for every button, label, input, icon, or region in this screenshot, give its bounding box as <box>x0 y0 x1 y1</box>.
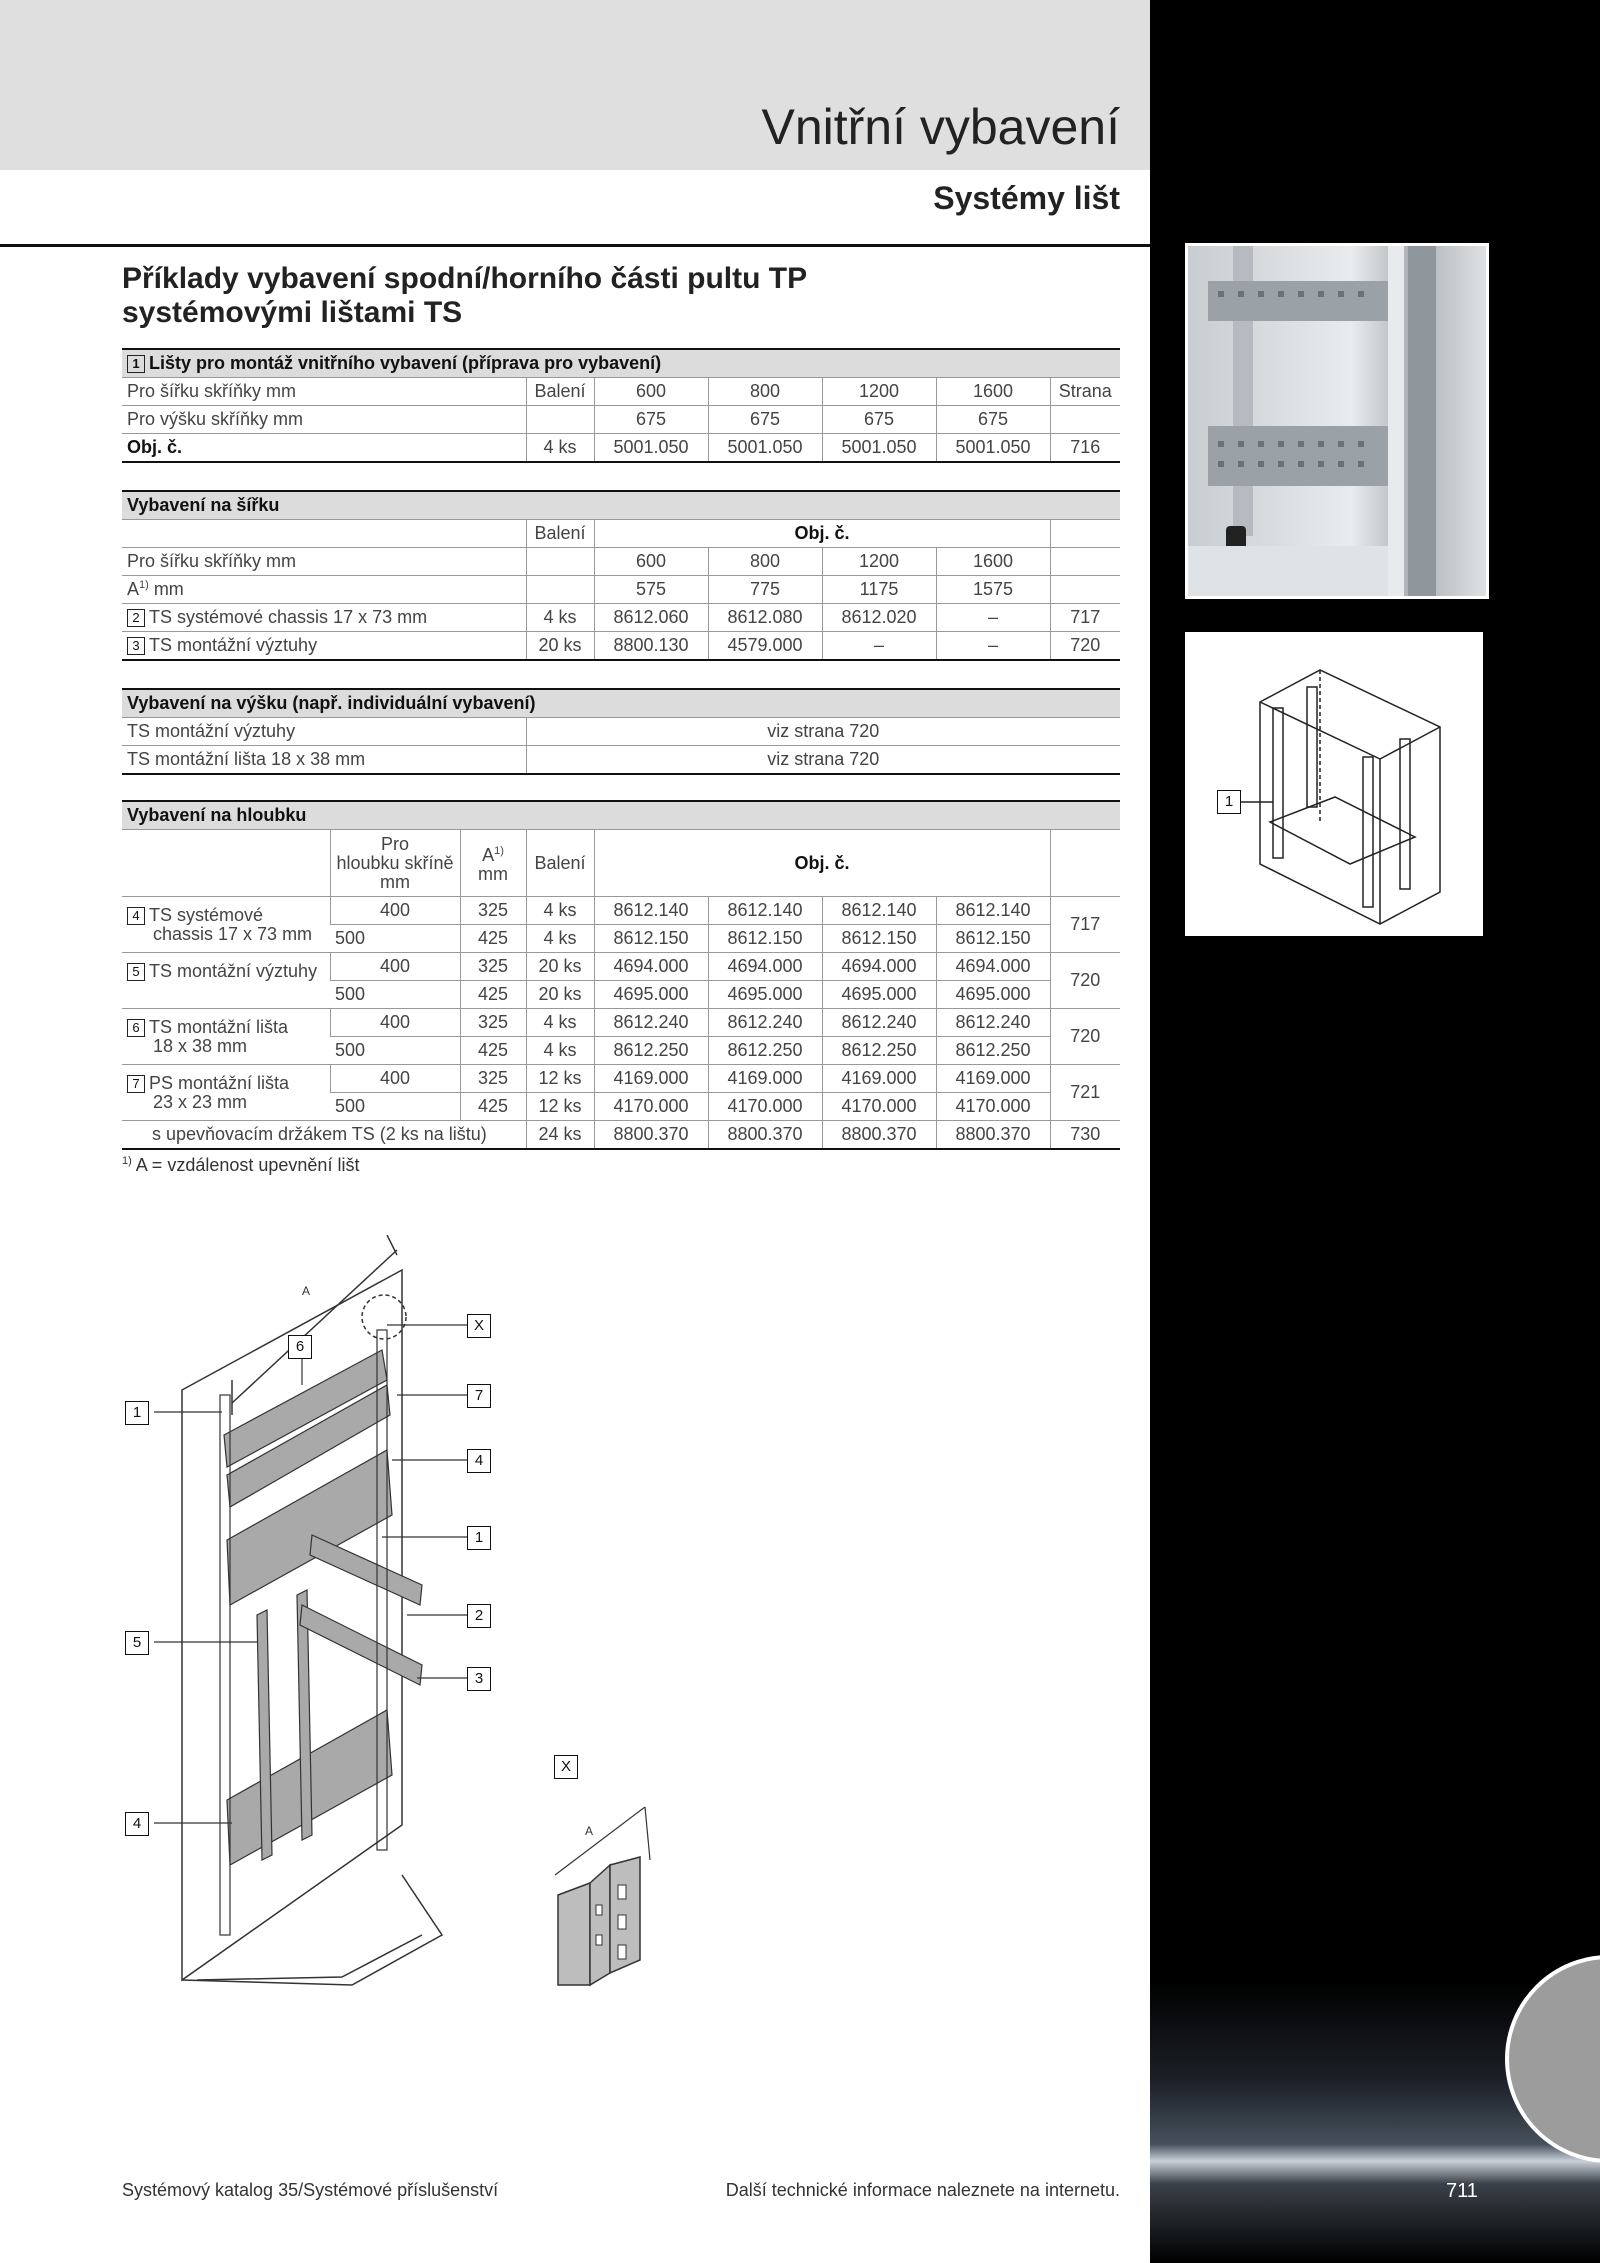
cell <box>1050 548 1120 576</box>
callout-6: 6 <box>288 1335 312 1359</box>
cell: 675 <box>936 406 1050 434</box>
table-row <box>122 406 1120 434</box>
cabinet-line-drawing <box>1185 632 1483 936</box>
callout-1: 1 <box>125 1401 149 1425</box>
row-label: Pro šířku skříňky mm <box>122 378 526 406</box>
cell: 1600 <box>936 548 1050 576</box>
cell: 8800.370 <box>708 1121 822 1150</box>
cell: 8612.240 <box>708 1009 822 1037</box>
table-row <box>122 434 1120 463</box>
cell: 675 <box>708 406 822 434</box>
table-row <box>122 953 1120 981</box>
row-label: 5 TS montážní výztuhy <box>122 953 330 1009</box>
cell: 8612.240 <box>936 1009 1050 1037</box>
row-label: 2 TS systémové chassis 17 x 73 mm <box>122 604 526 632</box>
cell: 8612.150 <box>594 925 708 953</box>
cell: 4694.000 <box>822 953 936 981</box>
cell: 5001.050 <box>594 434 708 463</box>
cell: 8612.150 <box>936 925 1050 953</box>
table-row <box>122 1009 1120 1037</box>
cell: 730 <box>1050 1121 1120 1150</box>
row-label: Pro šířku skříňky mm <box>122 548 526 576</box>
cell: 400 <box>330 1065 460 1093</box>
cell: 720 <box>1050 953 1120 1009</box>
cell <box>1050 520 1120 548</box>
callout-2: 2 <box>467 1604 491 1628</box>
assembly-drawing <box>122 1235 582 2015</box>
assembly-illustration <box>122 1235 582 2015</box>
cell: 4 ks <box>526 434 594 463</box>
table-title: Lišty pro montáž vnitřního vybavení (příprava pro vybavení) <box>149 353 662 373</box>
cell: 425 <box>460 981 526 1009</box>
cell: 4169.000 <box>822 1065 936 1093</box>
cell: 4579.000 <box>708 632 822 661</box>
cell: 500 <box>330 1093 460 1121</box>
cell: 8612.250 <box>822 1037 936 1065</box>
cell: 12 ks <box>526 1093 594 1121</box>
cell <box>122 830 330 897</box>
cell: 8800.370 <box>822 1121 936 1150</box>
cell: Obj. č. <box>594 830 1050 897</box>
cell: 4169.000 <box>594 1065 708 1093</box>
cell: 1200 <box>822 378 936 406</box>
cell: 721 <box>1050 1065 1120 1121</box>
table-row <box>122 604 1120 632</box>
row-label: s upevňovacím držákem TS (2 ks na lištu) <box>122 1121 526 1150</box>
cell: 1600 <box>936 378 1050 406</box>
cell: 8612.140 <box>936 897 1050 925</box>
cell: viz strana 720 <box>526 746 1120 775</box>
cell: 8800.370 <box>594 1121 708 1150</box>
row-label: $A^{1)}$ mm <box>122 576 526 604</box>
cell: Balení <box>526 830 594 897</box>
row-label: Pro výšku skříňky mm <box>122 406 526 434</box>
cell: 400 <box>330 1009 460 1037</box>
callout-1: 1 <box>1217 790 1241 814</box>
cell <box>526 548 594 576</box>
cell: 325 <box>460 897 526 925</box>
cell: $A^{1)}$ mm <box>460 830 526 897</box>
cell <box>1050 576 1120 604</box>
cell: Pro hloubku skříně mm <box>330 830 460 897</box>
cell: 20 ks <box>526 981 594 1009</box>
callout-4: 4 <box>125 1812 149 1836</box>
cell: 4694.000 <box>936 953 1050 981</box>
cell <box>526 576 594 604</box>
table-row <box>122 576 1120 604</box>
cell: 775 <box>708 576 822 604</box>
cell: 8612.140 <box>594 897 708 925</box>
cell <box>1050 406 1120 434</box>
photo-illustration <box>1188 246 1486 596</box>
rail-profile <box>550 1795 670 1995</box>
cell: 1175 <box>822 576 936 604</box>
cell: 4 ks <box>526 604 594 632</box>
cell <box>122 520 526 548</box>
table-depth-equipment <box>122 800 1120 1150</box>
cell: 325 <box>460 953 526 981</box>
cell: 4169.000 <box>708 1065 822 1093</box>
cell: 8612.150 <box>822 925 936 953</box>
cell: 20 ks <box>526 953 594 981</box>
row-label: TS montážní výztuhy <box>122 718 526 746</box>
item-number: 3 <box>127 637 145 655</box>
section-title: Příklady vybavení spodní/horního části pultu TP systémovými lištami TS <box>122 262 807 329</box>
cell: 4 ks <box>526 925 594 953</box>
dim-label-a: A <box>585 1824 594 1838</box>
row-label: Obj. č. <box>122 434 526 463</box>
table-header <box>122 349 1120 378</box>
footer-catalog: Systémový katalog 35/Systémové příslušenství <box>122 2180 499 2200</box>
cell: 8612.250 <box>936 1037 1050 1065</box>
detail-x-drawing <box>550 1795 670 1995</box>
cell: 12 ks <box>526 1065 594 1093</box>
cell: 675 <box>594 406 708 434</box>
cell: 4694.000 <box>708 953 822 981</box>
table-title: Vybavení na hloubku <box>122 801 1120 830</box>
cabinet-drawing <box>1185 632 1483 936</box>
cell: 8612.240 <box>822 1009 936 1037</box>
product-photo <box>1185 243 1489 599</box>
cell: 500 <box>330 925 460 953</box>
cell: 4 ks <box>526 1037 594 1065</box>
cell: 1575 <box>936 576 1050 604</box>
table-row <box>122 378 1120 406</box>
cell: 325 <box>460 1065 526 1093</box>
cell: 600 <box>594 378 708 406</box>
callout-7: 7 <box>467 1384 491 1408</box>
cell: – <box>936 604 1050 632</box>
cell: 500 <box>330 981 460 1009</box>
page-title: Vnitřní vybavení <box>761 99 1120 155</box>
cell: 8612.060 <box>594 604 708 632</box>
cell: 716 <box>1050 434 1120 463</box>
cell: 4170.000 <box>594 1093 708 1121</box>
table-row <box>122 548 1120 576</box>
cell: 8612.140 <box>708 897 822 925</box>
dim-label-a: A <box>302 1284 311 1298</box>
table-title: Vybavení na šířku <box>122 491 1120 520</box>
cell: 4695.000 <box>708 981 822 1009</box>
item-number: 1 <box>127 355 145 373</box>
cell: 20 ks <box>526 632 594 661</box>
callout-3: 3 <box>467 1667 491 1691</box>
page-subtitle: Systémy lišt <box>933 180 1120 216</box>
cell: 8612.020 <box>822 604 936 632</box>
table-mounting-rails <box>122 348 1120 463</box>
cell: 425 <box>460 1037 526 1065</box>
row-label: 6 TS montážní lišta 18 x 38 mm <box>122 1009 330 1065</box>
row-label: 4 TS systémové chassis 17 x 73 mm <box>122 897 330 953</box>
cell: 24 ks <box>526 1121 594 1150</box>
cell: 720 <box>1050 632 1120 661</box>
cell: 4170.000 <box>708 1093 822 1121</box>
cell: 8800.130 <box>594 632 708 661</box>
callout-x: X <box>467 1314 491 1338</box>
cell: – <box>822 632 936 661</box>
table-row <box>122 1065 1120 1093</box>
table-row <box>122 718 1120 746</box>
cell: 4695.000 <box>594 981 708 1009</box>
callout-x-detail: X <box>554 1755 578 1779</box>
footnote: $^{1)}$ A = vzdálenost upevnění lišt <box>122 1155 360 1175</box>
callout-5: 5 <box>125 1631 149 1655</box>
cell <box>526 406 594 434</box>
item-number: 7 <box>127 1075 145 1093</box>
cell: 4170.000 <box>822 1093 936 1121</box>
cell <box>1050 830 1120 897</box>
cell: viz strana 720 <box>526 718 1120 746</box>
item-number: 5 <box>127 963 145 981</box>
table-row <box>122 520 1120 548</box>
cell: 8612.150 <box>708 925 822 953</box>
cell: Obj. č. <box>594 520 1050 548</box>
cell: 4170.000 <box>936 1093 1050 1121</box>
cell: Balení <box>526 520 594 548</box>
footer-internet-note: Další technické informace naleznete na internetu. <box>725 2180 1120 2200</box>
cell: Balení <box>526 378 594 406</box>
cell: 4169.000 <box>936 1065 1050 1093</box>
callout-1: 1 <box>467 1526 491 1550</box>
cell: 5001.050 <box>708 434 822 463</box>
row-label: 7 PS montážní lišta 23 x 23 mm <box>122 1065 330 1121</box>
cell: Strana <box>1050 378 1120 406</box>
page-number: 711 <box>1446 2180 1478 2202</box>
cell: 8800.370 <box>936 1121 1050 1150</box>
cell: 717 <box>1050 604 1120 632</box>
cell: – <box>936 632 1050 661</box>
cell: 5001.050 <box>822 434 936 463</box>
table-header-row <box>122 830 1120 897</box>
cell: 717 <box>1050 897 1120 953</box>
cell: 8612.140 <box>822 897 936 925</box>
cell: 4 ks <box>526 1009 594 1037</box>
cell: 4694.000 <box>594 953 708 981</box>
cell: 575 <box>594 576 708 604</box>
cell: 1200 <box>822 548 936 576</box>
cell: 425 <box>460 1093 526 1121</box>
cell: 500 <box>330 1037 460 1065</box>
cell: 400 <box>330 953 460 981</box>
item-number: 6 <box>127 1019 145 1037</box>
cell: 325 <box>460 1009 526 1037</box>
cell: 8612.080 <box>708 604 822 632</box>
row-label: 3 TS montážní výztuhy <box>122 632 526 661</box>
table-width-equipment <box>122 490 1120 661</box>
table-row <box>122 632 1120 661</box>
table-row <box>122 897 1120 925</box>
table-row <box>122 1121 1120 1150</box>
cell: 800 <box>708 548 822 576</box>
cell: 4695.000 <box>822 981 936 1009</box>
table-row <box>122 746 1120 775</box>
item-number: 4 <box>127 907 145 925</box>
cell: 8612.240 <box>594 1009 708 1037</box>
cell: 800 <box>708 378 822 406</box>
cell: 720 <box>1050 1009 1120 1065</box>
table-height-equipment <box>122 688 1120 775</box>
cell: 4 ks <box>526 897 594 925</box>
cell: 400 <box>330 897 460 925</box>
table-title: Vybavení na výšku (např. individuální vybavení) <box>122 689 1120 718</box>
cell: 4695.000 <box>936 981 1050 1009</box>
cell: 8612.250 <box>594 1037 708 1065</box>
item-number: 2 <box>127 609 145 627</box>
cell: 600 <box>594 548 708 576</box>
cell: 5001.050 <box>936 434 1050 463</box>
cell: 675 <box>822 406 936 434</box>
cell: 8612.250 <box>708 1037 822 1065</box>
callout-4: 4 <box>467 1449 491 1473</box>
row-label: TS montážní lišta 18 x 38 mm <box>122 746 526 775</box>
cell: 425 <box>460 925 526 953</box>
header-rule <box>0 244 1150 247</box>
